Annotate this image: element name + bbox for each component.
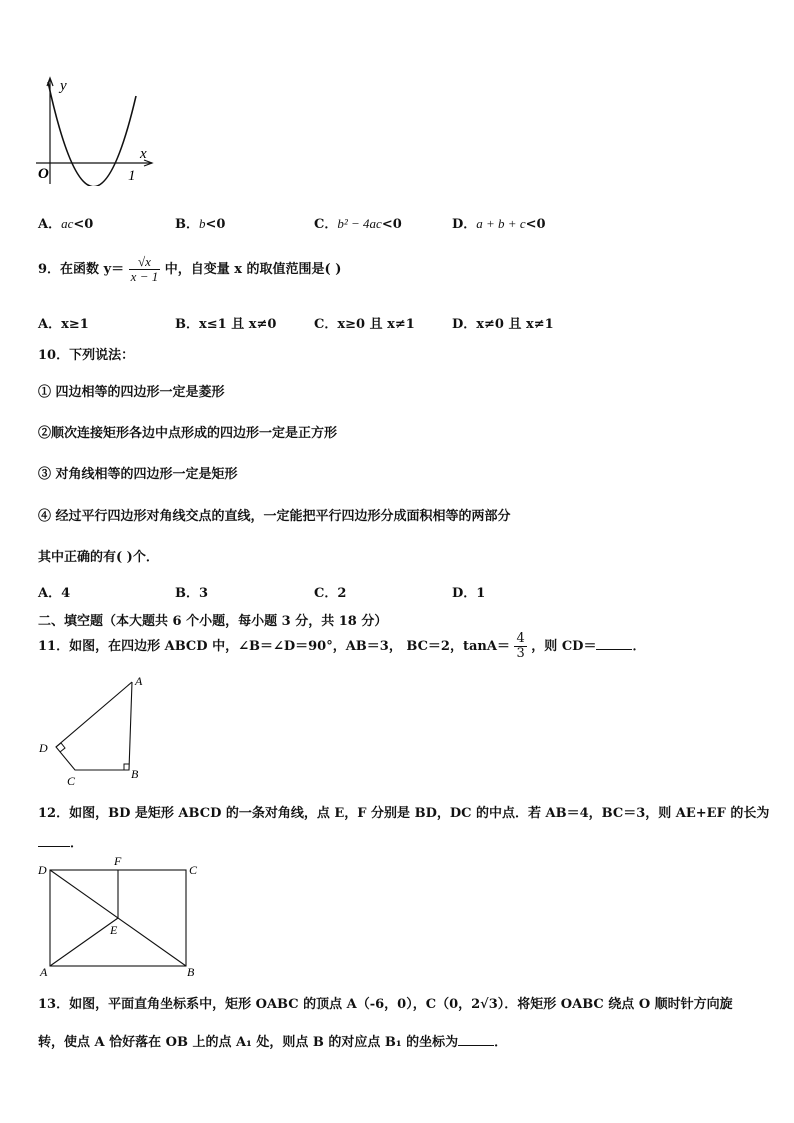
q12-answer-blank[interactable] — [38, 836, 70, 847]
q12-label-b: B — [187, 965, 195, 979]
q10-statement-2: ②顺次连接矩形各边中点形成的四边形一定是正方形 — [38, 426, 338, 441]
q11-stem: 11．如图，在四边形 ABCD 中，∠B＝∠D＝90°，AB＝3， BC＝2，tanA＝ $\frac{4}{3}$ ，则 CD＝ ． — [38, 631, 646, 661]
graph-origin-label: O — [38, 166, 49, 182]
q12-figure — [34, 852, 210, 980]
q12-label-d: D — [38, 863, 47, 877]
q10-stem: 10．下列说法： — [38, 348, 135, 363]
parabola-curve — [48, 82, 136, 186]
q11-figure — [36, 672, 146, 788]
graph-x-label: x — [140, 146, 147, 162]
q9-fraction: $\frac{√x}{x - 1}$ — [130, 254, 159, 284]
q11-label-a: A — [135, 674, 143, 688]
q10-option-a[interactable]: A．4 — [38, 586, 71, 601]
q8-option-b[interactable]: B．b<0 — [175, 216, 226, 232]
q12-label-c: C — [189, 863, 198, 877]
q8-graph — [34, 74, 158, 186]
q10-statement-1: ① 四边相等的四边形一定是菱形 — [38, 385, 225, 400]
q10-statement-4: ④ 经过平行四边形对角线交点的直线，一定能把平行四边形分成面积相等的两部分 — [38, 509, 511, 524]
q10-option-c[interactable]: C．2 — [314, 586, 347, 601]
q13-answer-blank[interactable] — [458, 1035, 494, 1046]
q10-option-d[interactable]: D．1 — [452, 586, 486, 601]
q12-answer-line: ． — [38, 832, 83, 851]
q10-question: 其中正确的有( )个． — [38, 550, 159, 565]
q8-option-c[interactable]: C．b² − 4ac<0 — [314, 216, 402, 232]
segment-ae — [50, 918, 118, 966]
parabola-figure — [34, 74, 158, 186]
q11-answer-blank[interactable] — [596, 639, 632, 650]
section-title: 二、填空题（本大题共 6 个小题，每小题 3 分，共 18 分） — [38, 614, 388, 629]
q13-line-1: 13．如图，平面直角坐标系中，矩形 OABC 的顶点 A（-6，0），C（0，2√3）．将矩形 OABC 绕点 O 顺时针方向旋 — [38, 997, 733, 1012]
q10-statement-3: ③ 对角线相等的四边形一定是矩形 — [38, 467, 238, 482]
q12-stem: 12．如图，BD 是矩形 ABCD 的一条对角线，点 E，F 分别是 BD，DC 的中点．若 AB＝4，BC＝3，则 AE+EF 的长为 — [38, 806, 770, 821]
graph-y-label: y — [60, 78, 67, 94]
graph-one-label: 1 — [128, 168, 136, 184]
q10-option-b[interactable]: B．3 — [175, 586, 209, 601]
q11-label-d: D — [39, 741, 48, 755]
q11-label-c: C — [67, 774, 76, 788]
q13-line-2: 转，使点 A 恰好落在 OB 上的点 A₁ 处，则点 B 的对应点 B₁ 的坐标为 ． — [38, 1035, 508, 1050]
q8-option-a[interactable]: A．ac<0 — [38, 216, 94, 232]
q8-option-d[interactable]: D．a + b + c<0 — [452, 216, 546, 232]
q11-fraction: $\frac{4}{3}$ — [516, 631, 525, 661]
quadrilateral-abcd — [56, 682, 132, 770]
q9-option-a[interactable]: A．x≥1 — [38, 317, 89, 332]
q9-option-c[interactable]: C．x≥0 且 x≠1 — [314, 317, 415, 332]
right-angle-b — [124, 764, 129, 770]
q9-option-d[interactable]: D．x≠0 且 x≠1 — [452, 317, 554, 332]
q12-label-e: E — [110, 923, 118, 937]
q12-label-a: A — [40, 965, 48, 979]
q9-stem: 9．在函数 y＝ $\frac{√x}{x - 1}$ 中，自变量 x 的取值范围是( ) — [38, 254, 342, 284]
q12-label-f: F — [114, 854, 122, 868]
q9-option-b[interactable]: B．x≤1 且 x≠0 — [175, 317, 277, 332]
q11-label-b: B — [131, 767, 139, 781]
right-angle-d — [56, 743, 65, 752]
